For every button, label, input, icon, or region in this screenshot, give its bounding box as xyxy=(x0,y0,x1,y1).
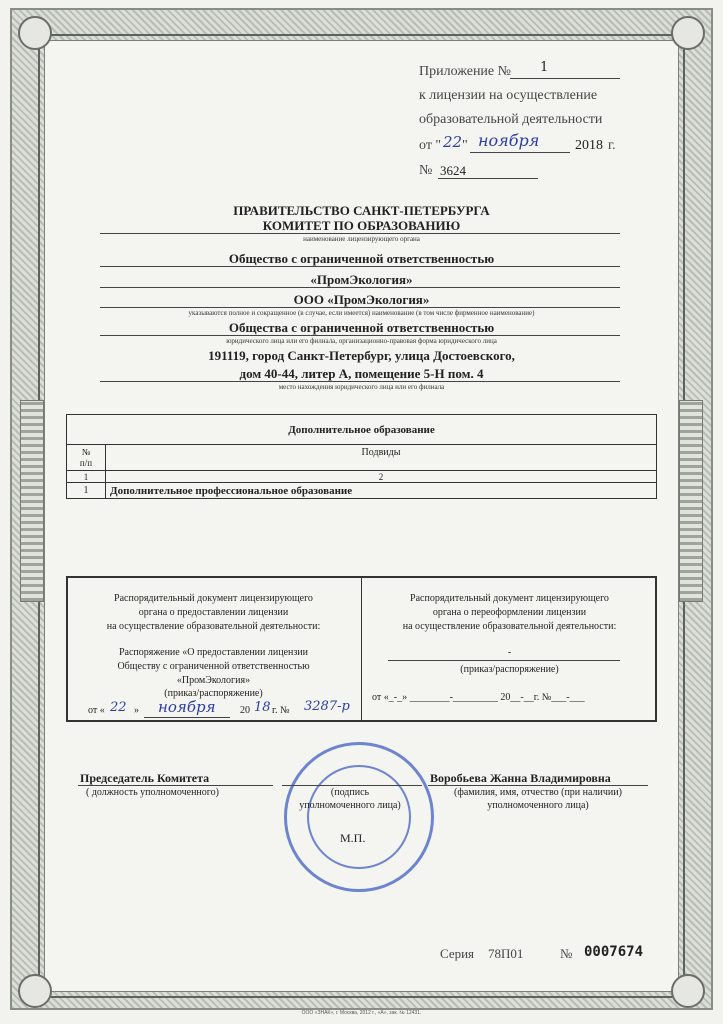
grant-heading-line2: органа о предоставлении лицензии xyxy=(138,607,289,618)
licensee-short-name: ООО «ПромЭкология» xyxy=(293,292,430,307)
underline xyxy=(438,178,538,179)
series-value: 78П01 xyxy=(488,946,524,961)
grant-caption: (приказ/распоряжение) xyxy=(164,688,263,699)
issuer-caption: наименование лицензирующего органа xyxy=(303,235,420,243)
signatory-name: Воробьева Жанна Владимировна xyxy=(430,771,611,785)
reissue-heading-line2: органа о переоформлении лицензии xyxy=(432,607,587,618)
appendix-date-day: 22 xyxy=(443,133,463,151)
licensee-full-name-line1: Общество с ограниченной ответственностью xyxy=(228,251,495,266)
table-index-col2: 2 xyxy=(106,471,657,483)
underline xyxy=(100,233,620,234)
side-ornament-icon xyxy=(20,400,44,602)
grant-heading-line1: Распорядительный документ лицензирующего xyxy=(114,593,313,604)
signature-line xyxy=(282,785,422,786)
licensee-legal-form-caption: юридического лица или его филиала, организационно-правовая форма юридического лица xyxy=(226,337,497,345)
licensee-full-name-line2: «ПромЭкология» xyxy=(310,272,413,287)
table-row xyxy=(67,483,657,499)
table-cell-subtype: Дополнительное профессиональное образование xyxy=(106,483,657,499)
appendix-date-suffix: г. xyxy=(608,138,616,153)
licensee-legal-form: Общества с ограниченной ответственностью xyxy=(228,320,495,335)
signature-caption-line1: (подпись xyxy=(330,787,370,798)
series-label: Серия xyxy=(440,946,475,961)
side-ornament-icon xyxy=(679,400,703,602)
table-header-number-line2: п/п xyxy=(79,457,93,468)
appendix-line1: к лицензии на осуществление xyxy=(419,88,598,103)
signatory-name-caption-line2: уполномоченного лица) xyxy=(487,800,589,811)
reissue-heading-line3: на осуществление образовательной деятельности: xyxy=(402,621,617,632)
underline xyxy=(78,785,273,786)
underline xyxy=(470,152,570,153)
appendix-number: 1 xyxy=(540,60,549,75)
licensee-address-caption: место нахождения юридического лица или его филиала xyxy=(278,383,445,391)
appendix-date-month: ноября xyxy=(478,131,540,150)
grant-date-suffix: г. № xyxy=(272,705,290,716)
underline xyxy=(428,785,648,786)
reissue-date-line: от «_-_» ________-_________ 20__-__г. №___-___ xyxy=(372,692,585,703)
official-seal xyxy=(284,742,434,892)
grant-date-day: 22 xyxy=(110,700,127,715)
reissue-heading-line1: Распорядительный документ лицензирующего xyxy=(410,593,609,604)
signature-caption-line2: уполномоченного лица) xyxy=(299,800,401,811)
reissue-dash: - xyxy=(507,647,512,658)
grant-date-month: ноября xyxy=(158,698,216,716)
license-number: 3624 xyxy=(440,163,466,178)
corner-ornament-icon xyxy=(18,974,52,1008)
table-cell-number: 1 xyxy=(67,483,106,499)
activities-table-title: Дополнительное образование xyxy=(67,415,657,445)
grant-date-year-prefix: 20 xyxy=(240,705,250,716)
printer-imprint: ООО «ЗНАК», г. Москва, 2012 г., «А», зак. № 12431. xyxy=(301,1010,422,1016)
underline xyxy=(100,307,620,308)
licensee-name-caption: указываются полное и сокращенное (в случае, если имеется) наименование (в том числе фирменное наименование) xyxy=(188,309,535,317)
corner-ornament-icon xyxy=(671,16,705,50)
grant-date-prefix: от « xyxy=(88,705,105,716)
licensee-address-line2: дом 40-44, литер А, помещение 5-Н пом. 4 xyxy=(239,366,484,381)
license-number-label: № xyxy=(419,163,433,178)
underline xyxy=(100,381,620,382)
appendix-date-year: 2018 xyxy=(575,138,603,153)
grant-text-line3: «ПромЭкология» xyxy=(176,675,251,686)
table-index-col1: 1 xyxy=(67,471,106,483)
underline xyxy=(100,287,620,288)
issuer-line2: КОМИТЕТ ПО ОБРАЗОВАНИЮ xyxy=(262,218,461,233)
grant-order-number: 3287-р xyxy=(304,699,350,714)
signatory-name-caption-line1: (фамилия, имя, отчество (при наличии) xyxy=(454,787,622,798)
signatory-position: Председатель Комитета xyxy=(80,771,210,785)
grant-text-line2: Обществу с ограниченной ответственностью xyxy=(117,661,310,672)
stamp-place: М.П. xyxy=(340,831,366,845)
appendix-date-quote: " xyxy=(462,138,468,153)
reissue-caption: (приказ/распоряжение) xyxy=(460,664,559,675)
grant-date-year: 18 xyxy=(254,700,271,715)
underline xyxy=(100,266,620,267)
series-number-label: № xyxy=(560,946,573,961)
table-header-subtypes: Подвиды xyxy=(106,445,657,471)
appendix-line2: образовательной деятельности xyxy=(419,112,603,127)
signatory-position-caption: ( должность уполномоченного) xyxy=(86,787,219,798)
underline xyxy=(510,78,620,79)
underline xyxy=(388,660,620,661)
series-number: 0007674 xyxy=(584,944,644,960)
seal-inner-ring xyxy=(307,765,411,869)
table-header-number xyxy=(67,445,106,471)
issuer-line1: ПРАВИТЕЛЬСТВО САНКТ-ПЕТЕРБУРГА xyxy=(233,203,490,218)
corner-ornament-icon xyxy=(671,974,705,1008)
activities-table xyxy=(66,414,657,499)
underline xyxy=(144,717,230,718)
underline xyxy=(100,335,620,336)
grant-heading-line3: на осуществление образовательной деятельности: xyxy=(106,621,321,632)
corner-ornament-icon xyxy=(18,16,52,50)
appendix-label: Приложение № xyxy=(419,64,511,79)
grant-date-quote: » xyxy=(134,705,139,716)
appendix-date-prefix: от " xyxy=(419,138,442,153)
licensee-address-line1: 191119, город Санкт-Петербург, улица Достоевского, xyxy=(208,348,515,363)
grant-text-line1: Распоряжение «О предоставлении лицензии xyxy=(118,647,309,658)
table-header-number-line1: № xyxy=(81,446,91,457)
